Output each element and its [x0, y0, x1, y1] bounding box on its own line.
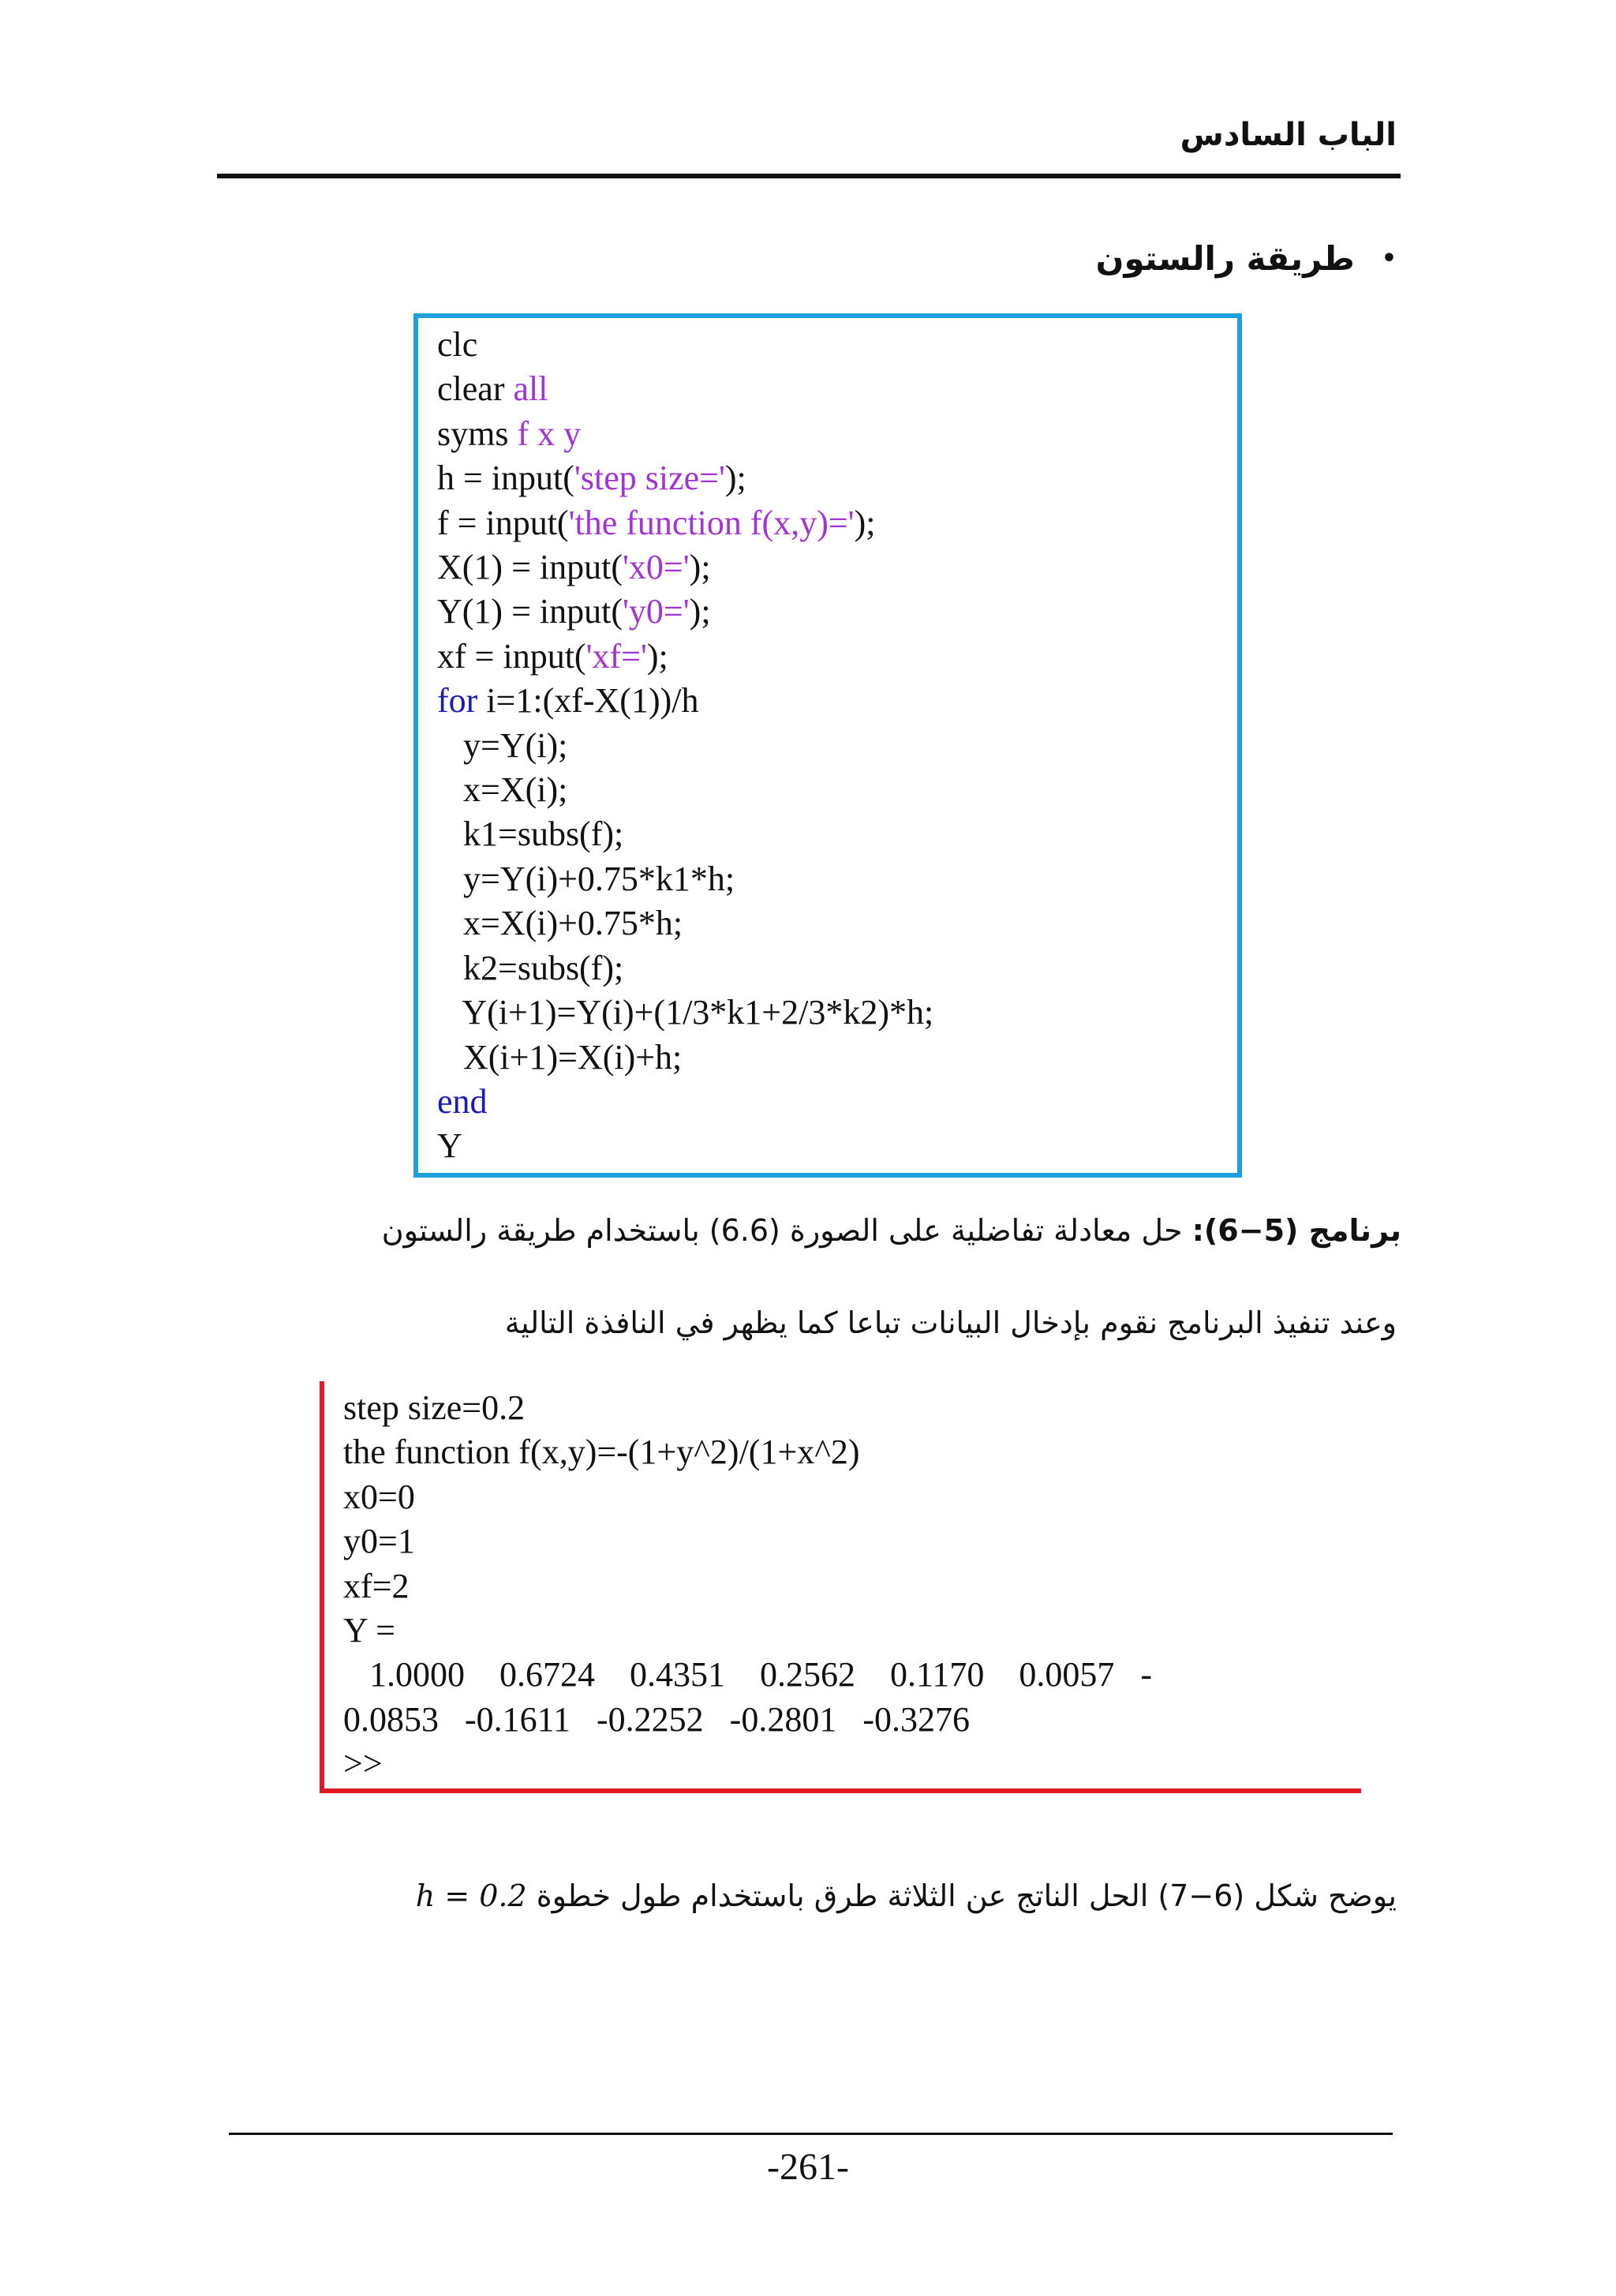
- code-keyword: end: [437, 1081, 488, 1121]
- code-text: Y(i+1)=Y(i)+(1/3*k1+2/3*k2)*h;: [437, 993, 934, 1032]
- output-lines: [343, 1386, 1152, 1787]
- code-line: [437, 590, 933, 634]
- code-line: [437, 501, 933, 545]
- code-text: y=Y(i);: [437, 725, 568, 765]
- code-line: [437, 901, 933, 946]
- code-line: [437, 456, 933, 500]
- page-number: -261-: [767, 2146, 849, 2188]
- code-text: Y: [437, 1126, 462, 1166]
- code-line: [437, 1124, 933, 1168]
- program-caption: [382, 1213, 1401, 1248]
- code-text: );: [689, 548, 711, 587]
- header-rule: [217, 174, 1401, 178]
- code-string: 'y0=': [623, 592, 690, 631]
- output-line: 0.0853 -0.1611 -0.2252 -0.2801 -0.3276: [343, 1699, 970, 1739]
- code-listing: [413, 313, 1242, 1178]
- section-heading-text: طريقة رالستون: [1095, 239, 1355, 278]
- output-line: Y =: [343, 1611, 395, 1650]
- code-text: f = input(: [437, 503, 569, 542]
- output-line: xf=2: [343, 1566, 410, 1605]
- caption-label: برنامج (5−6):: [1191, 1213, 1401, 1248]
- bullet-icon: •: [1381, 245, 1397, 272]
- code-line: [437, 1080, 933, 1124]
- code-text: k1=subs(f);: [437, 815, 624, 854]
- step-size-math: h = 0.2: [415, 1878, 527, 1913]
- code-text: x=X(i)+0.75*h;: [437, 904, 683, 943]
- code-text: i=1:(xf-X(1))/h: [477, 681, 699, 721]
- code-line: [437, 812, 933, 856]
- section-heading: [1096, 239, 1397, 278]
- code-string: 'the function f(x,y)=': [568, 503, 855, 542]
- code-text: xf = input(: [437, 636, 586, 676]
- output-line: step size=0.2: [343, 1388, 526, 1427]
- code-string: f x y: [517, 414, 582, 453]
- output-line: x0=0: [343, 1477, 415, 1516]
- output-line: y0=1: [343, 1522, 415, 1561]
- code-text: );: [854, 503, 876, 542]
- output-line: the function f(x,y)=-(1+y^2)/(1+x^2): [343, 1433, 860, 1472]
- code-text: k2=subs(f);: [437, 948, 624, 987]
- code-text: );: [724, 459, 746, 498]
- code-line: [437, 724, 933, 768]
- output-line: 1.0000 0.6724 0.4351 0.2562 0.1170 0.0057 -: [343, 1655, 1153, 1695]
- code-text: X(1) = input(: [437, 548, 623, 587]
- code-text: );: [646, 636, 668, 676]
- code-string: 'step size=': [574, 459, 725, 498]
- command-window-output: [320, 1381, 1361, 1793]
- code-line: [437, 991, 933, 1035]
- code-line: [437, 768, 933, 812]
- figure-note: [416, 1878, 1397, 1913]
- code-line: [437, 946, 933, 991]
- code-line: [437, 635, 933, 679]
- code-lines: [437, 323, 933, 1169]
- code-text: );: [689, 592, 711, 631]
- code-string: 'x0=': [623, 548, 690, 587]
- code-line: [437, 412, 933, 456]
- code-text: X(i+1)=X(i)+h;: [437, 1037, 683, 1077]
- chapter-title: الباب السادس: [1180, 117, 1397, 153]
- code-text: syms: [437, 414, 518, 453]
- code-line: [437, 679, 933, 723]
- footer-rule: [229, 2133, 1393, 2135]
- code-text: h = input(: [437, 459, 574, 498]
- code-string: 'xf=': [585, 636, 647, 676]
- code-text: clear: [437, 369, 514, 409]
- code-line: [437, 857, 933, 901]
- intro-paragraph: وعند تنفيذ البرنامج نقوم بإدخال البيانات تباعا كما يظهر في النافذة التالية: [504, 1305, 1397, 1340]
- code-line: [437, 1036, 933, 1080]
- code-keyword: for: [437, 681, 478, 721]
- code-string: all: [513, 369, 548, 409]
- output-line: >>: [343, 1744, 383, 1784]
- code-text: x=X(i);: [437, 770, 568, 810]
- code-line: [437, 367, 933, 411]
- code-line: [437, 323, 933, 367]
- code-text: y=Y(i)+0.75*k1*h;: [437, 859, 735, 898]
- code-line: [437, 545, 933, 590]
- code-text: clc: [437, 325, 478, 364]
- figure-note-text: يوضح شكل (6−7) الحل الناتج عن الثلاثة طرق باستخدام طول خطوة: [526, 1878, 1397, 1913]
- caption-text: حل معادلة تفاضلية على الصورة (6.6) باستخدام طريقة رالستون: [381, 1213, 1192, 1248]
- code-text: Y(1) = input(: [437, 592, 623, 631]
